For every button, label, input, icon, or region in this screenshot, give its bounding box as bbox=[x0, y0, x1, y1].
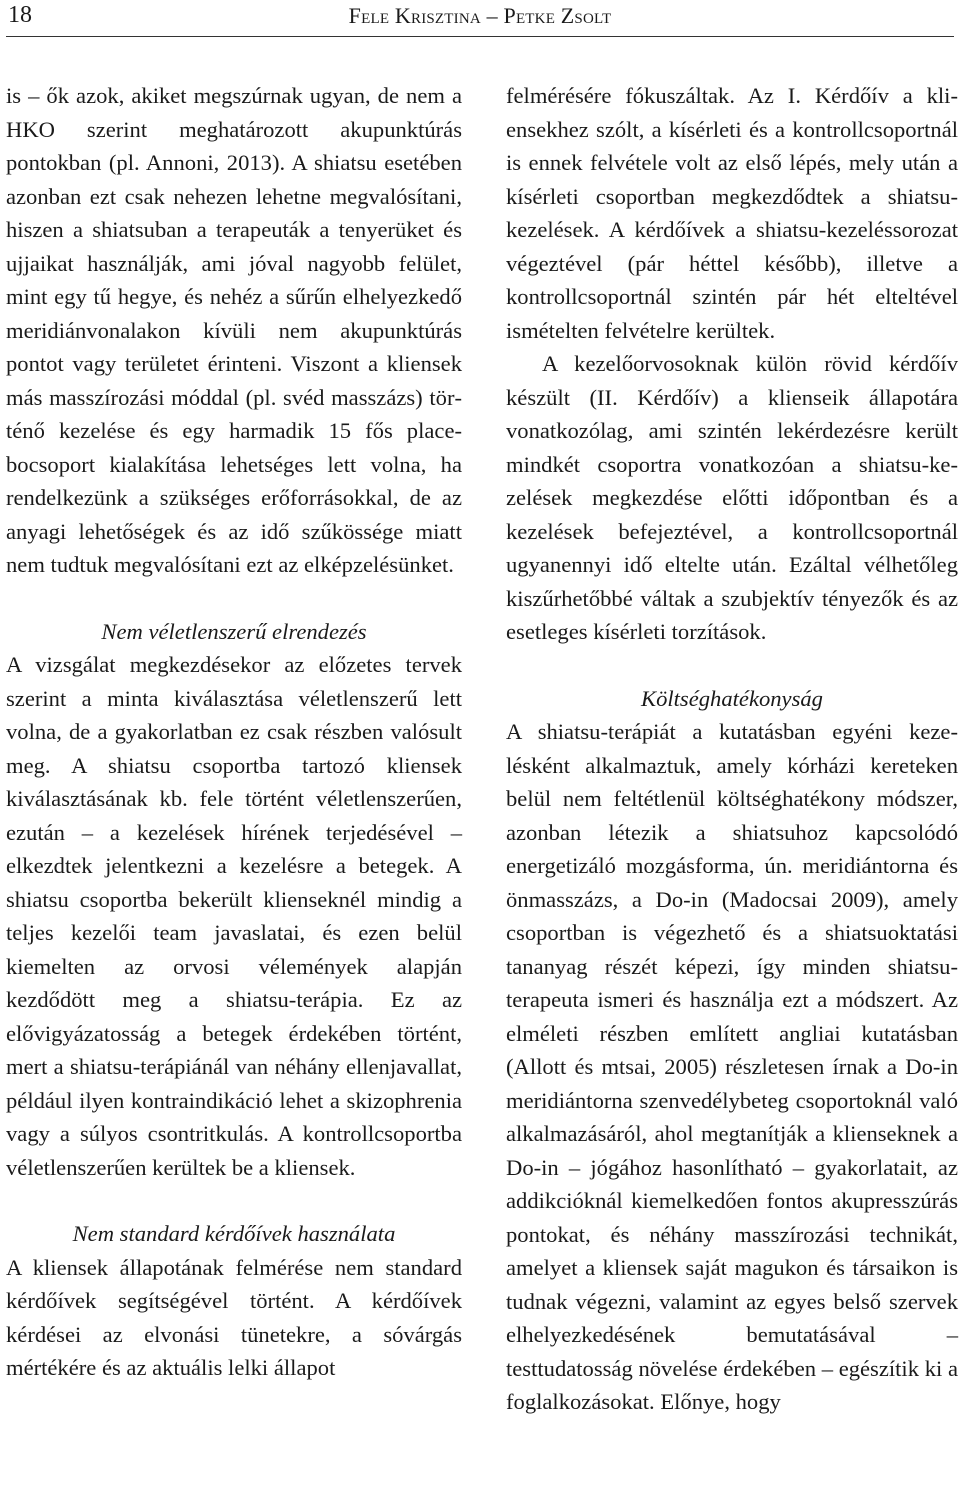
section-heading-random-assignment: Nem véletlenszerű elrendezés bbox=[101, 618, 367, 644]
right-column bbox=[506, 79, 958, 1419]
section-heading-questionnaires: Nem standard kérdőívek használata bbox=[72, 1221, 396, 1246]
body-paragraph: A vizsgálat megkezdésekor az előzetes tervek szerint a minta kiválasztása véletlenszerű lett volna, de a gyakorlatban ez csak részben valósult meg. A shiatsu csoportba tartozó kliensek kiválasztásának kb. fele történt véletlenszerűen, ezután – a kezelések hírének terjedésével – elkezdtek jelentkezni a kezelésre a betegek. A shiatsu csoportba bekerült klienseknél mindig a teljes kezelői team javaslatai, és ezen belül kiemelten az orvosi vélemények alapján kezdődött meg a shiatsu-terápia. Ez az elővigyázatosság a betegek érdekében történt, mert a shiatsu-terápiánál van néhány ellenjavallat, például ilyen kontraindikáció lehet a skizophrenia vagy a súlyos csontritkulás. A kontrollcsoportba véletlenszerűen kerültek be a kliensek. bbox=[6, 652, 462, 1180]
body-paragraph: felmérésére fókuszáltak. Az I. Kérdőív a kliensekhez szólt, a kísérleti és a kontrollcsoportnál is ennek felvétele volt az első lépés, mely után a kísérleti csoportban megkezdődtek a shiatsu-kezelések. A kérdőívek a shiatsu-kezeléssorozat végeztével (pár héttel később), illetve a kontrollcsoportnál szintén pár hét elteltével ismételten felvételre kerültek. bbox=[506, 83, 958, 343]
body-paragraph: A kliensek állapotának felmérése nem standard kérdőívek segítségével történt. A kérdőívek kérdései az elvonási tünetekre, a sóvárgás mértékére és az aktuális lelki állapot bbox=[6, 1254, 462, 1380]
page-number: 18 bbox=[8, 2, 32, 28]
body-paragraph: is – ők azok, akiket megszúrnak ugyan, de nem a HKO szerint meghatározott akupunktúrás pontokban (pl. Annoni, 2013). A shiatsu esetében azonban ezt csak nehezen lehetne megvalósítani, hiszen a shiatsuban a terapeuták a tenyerüket és ujjaikat használják, ami jóval nagyobb felület, mint egy tű hegye, és nehéz a sűrűn elhelyezkedő meridiánvonalakon kívüli nem akupunktúrás pontot vagy területet érinteni. Viszont a kliensek más masszírozási móddal (pl. svéd masszázs) történő kezelése és egy harmadik 15 fős placebocsoport kialakítása lehetséges lett volna, ha rendelkezünk a szükséges erőforrásokkal, de az anyagi lehetőségek és az idő szűkössége miatt nem tudtuk megvalósítani ezt az elképzelésünket. bbox=[6, 83, 462, 577]
running-title: Fele Krisztina – Petke Zsolt bbox=[348, 3, 612, 28]
page-header bbox=[6, 0, 954, 37]
left-column bbox=[6, 79, 462, 1385]
body-paragraph: A shiatsu-terápiát a kutatásban egyéni kezelésként alkalmaztuk, amely kórházi kereteken belül nem feltétlenül költséghatékony módszer, azonban létezik a shiatsuhoz kapcsolódó energetizáló mozgásforma, ún. meridiántorna és önmasszázs, a Do-in (Madocsai 2009), amely csoportban is végezhető és a shiatsuoktatási tananyag részét képezi, így minden shiatsu-terapeuta ismeri és használja ezt a módszert. Az elméleti részben említett angliai kutatásban (Allott és mtsai, 2005) részletesen írnak a Do-in meridiántorna szenvedélybeteg csoportoknál való alkalmazásáról, ahol megtanítják a klienseknek a Do-in – jógához hasonlítható – gyakorlatait, az addikcióknál kiemelkedően fontos akupresszúrás pontokat, és néhány masszírozási technikát, amelyet a kliensek saját magukon és társaikon is tudnak végezni, valamint az egyes belső szervek elhelyezkedésének bemutatásával – testtudatosság növelése érdekében – egészítik ki a foglalkozásokat. Előnye, hogy bbox=[506, 719, 958, 1414]
body-paragraph: A kezelőorvosoknak külön rövid kérdőív készült (II. Kérdőív) a klienseik állapotára vonatkozólag, ami szintén lekérdezésre került mindkét csoportra vonatkozóan a shiatsu-kezelések megkezdése előtti időpontban és a kezelések befejeztével, a kontrollcsoportnál ugyanennyi idő eltelte után. Ezáltal vélhetőleg kiszűrhetőbbé váltak a szubjektív tényezők és az esetleges kísérleti torzítások. bbox=[506, 351, 958, 644]
section-heading-cost-effectiveness: Költséghatékonyság bbox=[641, 685, 823, 711]
